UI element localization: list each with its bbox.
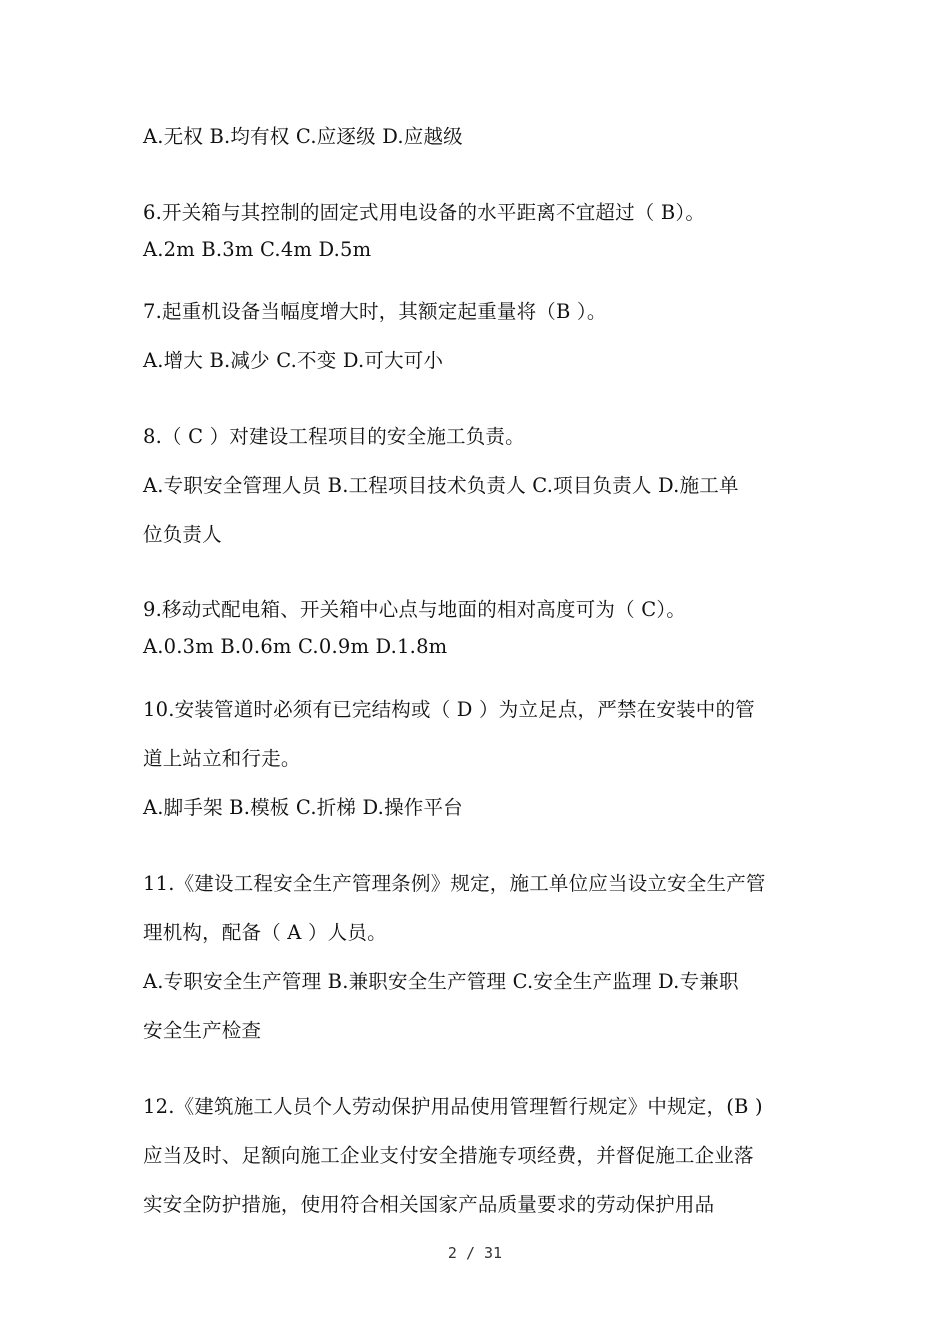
question-10-cont: 道上站立和行走。 bbox=[143, 747, 301, 770]
question-11-cont: 理机构，配备（ A ）人员。 bbox=[143, 921, 387, 944]
option-line-q9: A.0.3m B.0.6m C.0.9m D.1.8m bbox=[143, 635, 448, 658]
option-line-q6: A.2m B.3m C.4m D.5m bbox=[143, 238, 372, 261]
question-11: 11.《建设工程安全生产管理条例》规定，施工单位应当设立安全生产管 bbox=[143, 872, 766, 895]
option-line-q7: A.增大 B.减少 C.不变 D.可大可小 bbox=[143, 349, 444, 372]
option-line-q11-cont: 安全生产检查 bbox=[143, 1019, 262, 1042]
option-line-q10: A.脚手架 B.模板 C.折梯 D.操作平台 bbox=[143, 796, 463, 819]
question-7: 7.起重机设备当幅度增大时，其额定起重量将（B ）。 bbox=[143, 300, 607, 323]
question-8: 8.（ C ）对建设工程项目的安全施工负责。 bbox=[143, 425, 525, 448]
question-10: 10.安装管道时必须有已完结构或（ D ）为立足点，严禁在安装中的管 bbox=[143, 698, 755, 721]
question-9: 9.移动式配电箱、开关箱中心点与地面的相对高度可为（ C）。 bbox=[143, 598, 686, 621]
option-line-q8: A.专职安全管理人员 B.工程项目技术负责人 C.项目负责人 D.施工单 bbox=[143, 474, 739, 497]
question-12-cont-1: 应当及时、足额向施工企业支付安全措施专项经费，并督促施工企业落 bbox=[143, 1144, 754, 1167]
page-number: 2 / 31 bbox=[447, 1244, 503, 1262]
option-line-q8-cont: 位负责人 bbox=[143, 523, 222, 546]
question-12-cont-2: 实安全防护措施，使用符合相关国家产品质量要求的劳动保护用品 bbox=[143, 1193, 715, 1216]
question-6: 6.开关箱与其控制的固定式用电设备的水平距离不宜超过（ B）。 bbox=[143, 201, 706, 224]
question-12: 12.《建筑施工人员个人劳动保护用品使用管理暂行规定》中规定，(B ) bbox=[143, 1095, 763, 1118]
option-line-q5: A.无权 B.均有权 C.应逐级 D.应越级 bbox=[143, 125, 463, 148]
option-line-q11: A.专职安全生产管理 B.兼职安全生产管理 C.安全生产监理 D.专兼职 bbox=[143, 970, 739, 993]
